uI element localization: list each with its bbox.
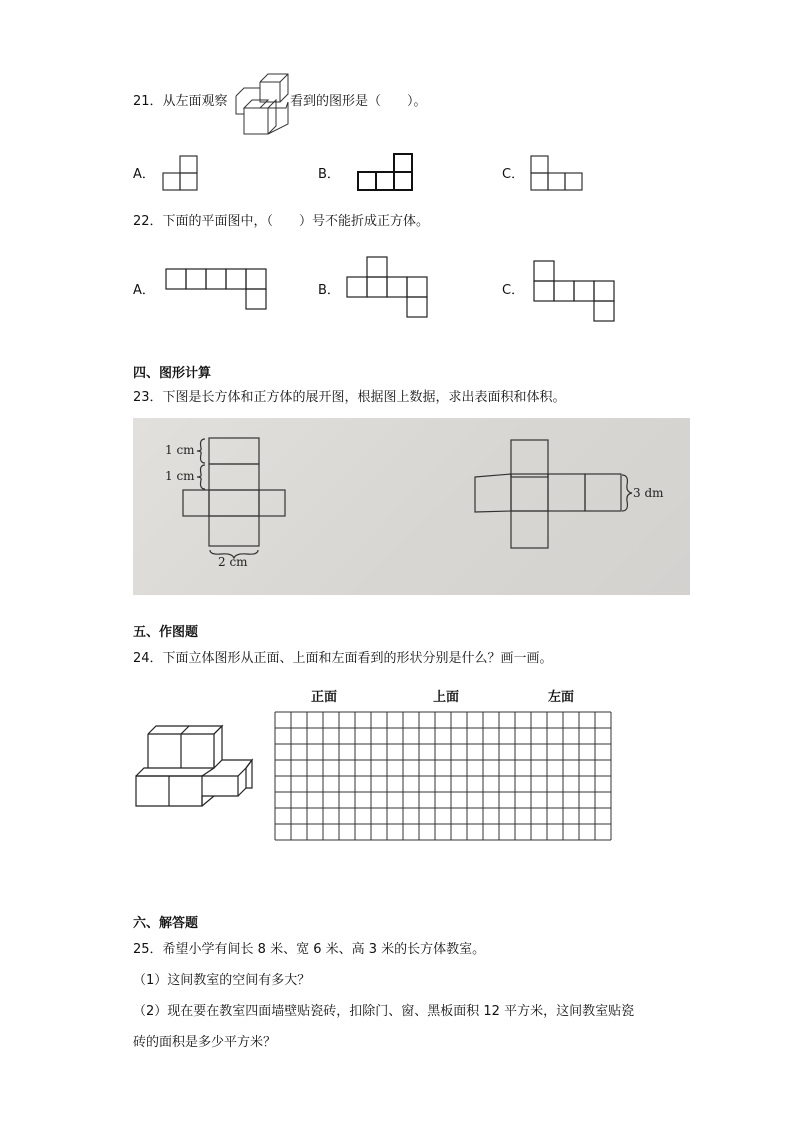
q22-option-a-label[interactable]: A． bbox=[133, 283, 155, 298]
q25-text: 25．希望小学有间长 8 米、宽 6 米、高 3 米的长方体教室。 bbox=[133, 942, 486, 957]
label-1cm-middle: 1 cm bbox=[165, 469, 195, 483]
q21-option-b-label[interactable]: B． bbox=[318, 167, 340, 182]
q21-text-after: 看到的图形是（ ）。 bbox=[290, 94, 427, 109]
section-5-title: 五、作图题 bbox=[133, 625, 199, 640]
label-2cm: 2 cm bbox=[218, 555, 248, 569]
section-4-title: 四、图形计算 bbox=[133, 366, 212, 381]
grid-label-left: 左面 bbox=[548, 690, 575, 705]
q24-cube-figure bbox=[134, 724, 258, 808]
grid-label-front: 正面 bbox=[311, 690, 338, 705]
q25-sub1: （1）这间教室的空间有多大？ bbox=[133, 973, 311, 988]
q24-drawing-grid[interactable] bbox=[274, 711, 616, 837]
q24-text: 24．下面立体图形从正面、上面和左面看到的形状分别是什么？画一画。 bbox=[133, 651, 553, 666]
label-3dm: 3 dm bbox=[633, 486, 664, 500]
q23-text: 23．下图是长方体和正方体的展开图，根据图上数据，求出表面积和体积。 bbox=[133, 390, 566, 405]
section-6-title: 六、解答题 bbox=[133, 916, 199, 931]
q25-sub2-line2: 砖的面积是多少平方米？ bbox=[133, 1035, 277, 1050]
q22-text: 22．下面的平面图中，（ ）号不能折成正方体。 bbox=[133, 214, 430, 229]
q21-cube-figure bbox=[234, 72, 292, 136]
q23-cube-net bbox=[133, 418, 690, 595]
q21-text-before: 21．从左面观察 bbox=[133, 94, 228, 109]
q25-sub2-line1: （2）现在要在教室四面墙壁贴瓷砖，扣除门、窗、黑板面积 12 平方米，这间教室贴瓷 bbox=[133, 1004, 635, 1019]
q21-option-c-figure bbox=[529, 154, 587, 194]
q22-option-b-figure bbox=[345, 255, 431, 321]
q22-option-a-figure bbox=[164, 267, 270, 313]
q21-option-a-label[interactable]: A． bbox=[133, 167, 155, 182]
q21-option-b-figure bbox=[355, 152, 415, 194]
grid-label-top: 上面 bbox=[433, 690, 460, 705]
q21-option-c-label[interactable]: C． bbox=[502, 167, 525, 182]
q22-option-c-figure bbox=[532, 259, 618, 325]
q21-option-a-figure bbox=[162, 154, 202, 194]
label-1cm-top: 1 cm bbox=[165, 443, 195, 457]
q22-option-c-label[interactable]: C． bbox=[502, 283, 525, 298]
q22-option-b-label[interactable]: B． bbox=[318, 283, 340, 298]
